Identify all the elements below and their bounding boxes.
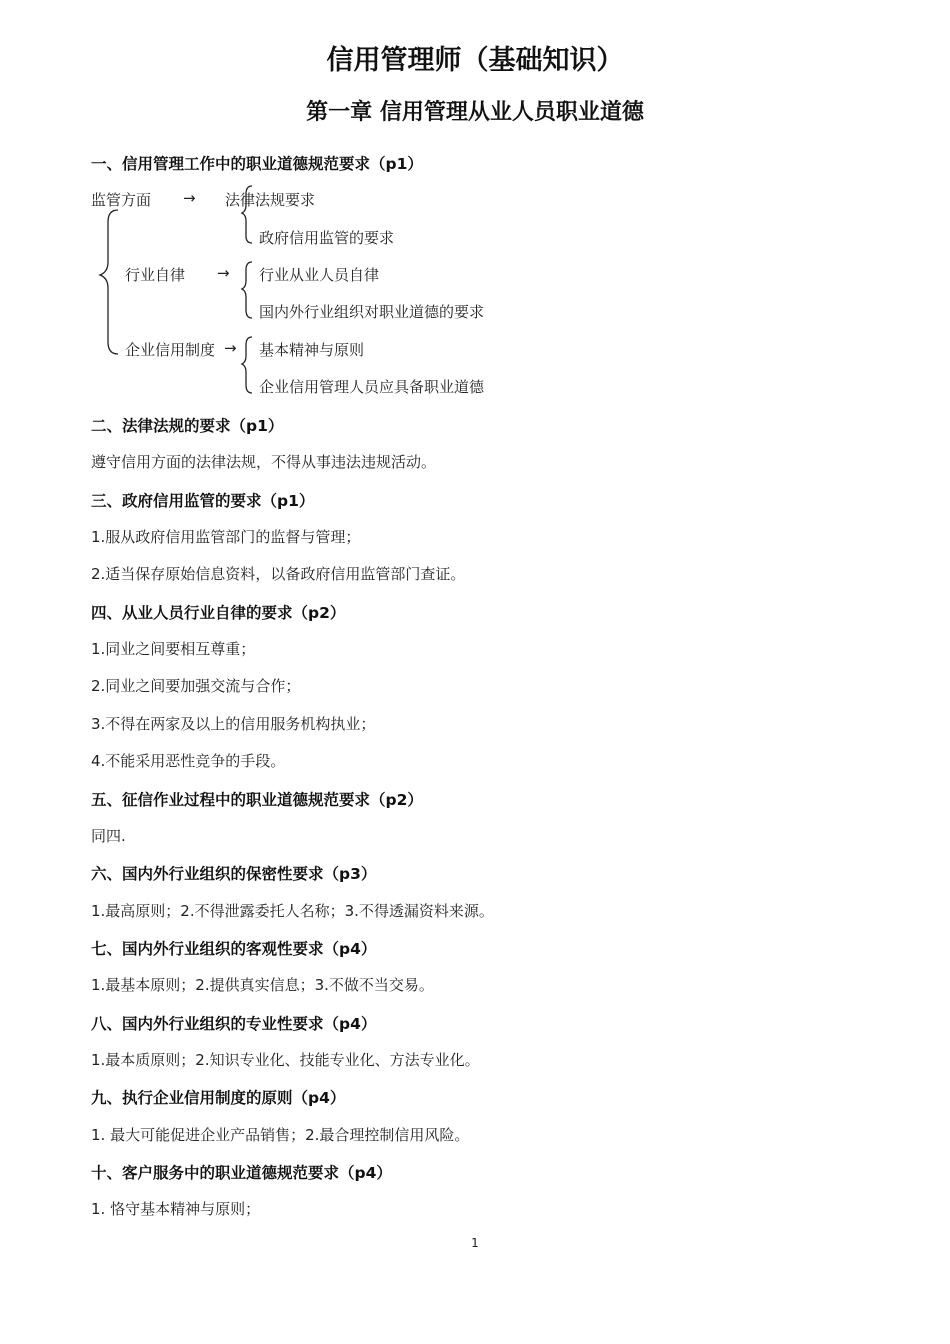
section-line: 3.不得在两家及以上的信用服务机构执业； [91, 715, 376, 733]
tree-leaf: 政府信用监管的要求 [259, 229, 395, 247]
section-line: 2.同业之间要加强交流与合作； [91, 677, 301, 695]
section-heading-3: 三、政府信用监管的要求（p1） [91, 492, 315, 510]
tree-root: 监管方面 [91, 191, 152, 209]
section-line: 1.最本质原则；2.知识专业化、技能专业化、方法专业化。 [91, 1051, 480, 1069]
tree-arrow: → [183, 189, 196, 207]
section-line: 2.适当保存原始信息资料，以备政府信用监管部门查证。 [91, 565, 466, 583]
section-heading-8: 八、国内外行业组织的专业性要求（p4） [91, 1015, 377, 1033]
chapter-title: 第一章 信用管理从业人员职业道德 [306, 100, 644, 125]
section-line: 遵守信用方面的法律法规，不得从事违法违规活动。 [91, 453, 437, 471]
section-line: 1.最基本原则；2.提供真实信息；3.不做不当交易。 [91, 976, 434, 994]
section-heading-4: 四、从业人员行业自律的要求（p2） [91, 604, 346, 622]
document-title: 信用管理师（基础知识） [326, 45, 624, 76]
section-heading-5: 五、征信作业过程中的职业道德规范要求（p2） [91, 791, 423, 809]
section-line: 1. 恪守基本精神与原则； [91, 1200, 261, 1218]
section-line: 1.同业之间要相互尊重； [91, 640, 256, 658]
tree-branch-label: 企业信用制度 [125, 341, 216, 359]
tree-leaf: 行业从业人员自律 [259, 266, 380, 284]
page-number: 1 [471, 1236, 479, 1250]
section-heading-9: 九、执行企业信用制度的原则（p4） [91, 1089, 346, 1107]
section-heading-1: 一、信用管理工作中的职业道德规范要求（p1） [91, 155, 423, 173]
section-line: 4.不能采用恶性竞争的手段。 [91, 752, 286, 770]
section-line: 1.最高原则；2.不得泄露委托人名称；3.不得透漏资料来源。 [91, 902, 494, 920]
tree-arrow: → [224, 339, 237, 357]
section-heading-6: 六、国内外行业组织的保密性要求（p3） [91, 865, 377, 883]
tree-leaf: 基本精神与原则 [259, 341, 365, 359]
tree-leaf: 国内外行业组织对职业道德的要求 [259, 303, 485, 321]
tree-branch-label: 法律法规要求 [225, 191, 316, 209]
tree-branch-label: 行业自律 [125, 266, 186, 284]
section-line: 1.服从政府信用监管部门的监督与管理； [91, 528, 361, 546]
tree-arrow: → [217, 264, 230, 282]
section-heading-10: 十、客户服务中的职业道德规范要求（p4） [91, 1164, 392, 1182]
section-heading-7: 七、国内外行业组织的客观性要求（p4） [91, 940, 377, 958]
section-line: 1. 最大可能促进企业产品销售；2.最合理控制信用风险。 [91, 1126, 470, 1144]
section-line: 同四. [91, 827, 126, 845]
tree-leaf: 企业信用管理人员应具备职业道德 [259, 378, 485, 396]
section-heading-2: 二、法律法规的要求（p1） [91, 417, 284, 435]
